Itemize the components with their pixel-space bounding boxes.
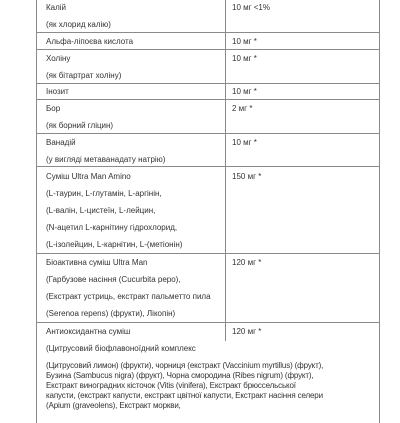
nutrient-name: Калій	[46, 3, 67, 12]
nutrient-note: (L-ізолейцин, L-карнітин, L-(метіонін)	[46, 240, 183, 249]
nutrient-name: Бор	[46, 104, 61, 113]
cell-divider	[225, 0, 226, 32]
nutrient-note: (L-таурин, L-глутамін, L-аргінін,	[46, 189, 162, 198]
cell-divider	[225, 254, 226, 322]
nutrient-note: Екстракт виноградних кісточок (Vitis (vinifera), Екстракт брюссельської	[46, 381, 296, 390]
nutrient-table	[36, 0, 380, 423]
nutrient-note: (як борний гліцин)	[46, 121, 114, 130]
cell-divider	[379, 100, 380, 133]
cell-divider	[379, 167, 380, 253]
nutrient-note: (Цитрусовий біофлавоноїдний комплекс	[46, 344, 196, 353]
nutrient-amount: 10 мг *	[232, 87, 257, 96]
cell-divider	[36, 323, 37, 423]
cell-divider	[379, 254, 380, 322]
nutrient-note: (як бітартрат холіну)	[46, 71, 122, 80]
nutrient-name: Біоактивна суміш Ultra Man	[46, 258, 148, 267]
table-row	[36, 322, 380, 423]
nutrient-name: Альфа-ліпоєва кислота	[46, 37, 134, 46]
table-row	[36, 253, 380, 322]
nutrient-note: (як хлорид калію)	[46, 20, 111, 29]
cell-divider	[36, 134, 37, 166]
table-row	[36, 83, 380, 99]
cell-divider	[225, 33, 226, 49]
nutrient-amount: 150 мг *	[232, 172, 262, 181]
nutrient-note: (Serenoa repens) (фрукти), Лікопін)	[46, 309, 176, 318]
cell-divider	[225, 100, 226, 133]
nutrient-note: капусти, (екстракт капусти, екстракт цвітної капусти, Екстракт насіння селери	[46, 391, 323, 400]
nutrient-name: Інозит	[46, 87, 69, 96]
cell-divider	[225, 167, 226, 253]
cell-divider	[225, 134, 226, 166]
table-row	[36, 49, 380, 83]
table-row	[36, 133, 380, 166]
nutrient-note: (N-ацетил L-карнітину гідрохлорид,	[46, 223, 178, 232]
nutrient-note: (Apium (graveolens), Екстракт моркви,	[46, 401, 181, 410]
nutrient-amount: 120 мг *	[232, 258, 262, 267]
nutrient-note: (Екстракт устриць, екстракт пальметто пила	[46, 292, 211, 301]
table-row	[36, 0, 380, 32]
cell-divider	[36, 33, 37, 49]
cell-divider	[225, 323, 226, 341]
nutrient-name: Антиоксидантна суміш	[46, 327, 131, 336]
table-row	[36, 99, 380, 133]
cell-divider	[36, 84, 37, 99]
cell-divider	[379, 134, 380, 166]
cell-divider	[36, 167, 37, 253]
nutrient-name: Ванадій	[46, 138, 76, 147]
cell-divider	[225, 84, 226, 99]
cell-divider	[379, 323, 380, 423]
cell-divider	[225, 50, 226, 83]
table-row	[36, 166, 380, 253]
cell-divider	[379, 50, 380, 83]
cell-divider	[379, 84, 380, 99]
nutrient-note: (Гарбузове насіння (Cucurbita pepo),	[46, 275, 181, 284]
nutrient-note: (у вигляді метаванадату натрію)	[46, 155, 166, 164]
nutrient-amount: 10 мг <1%	[232, 3, 270, 12]
cell-divider	[36, 0, 37, 32]
cell-divider	[36, 100, 37, 133]
nutrient-note: (Цитрусовий лимон) (фрукти), чорниця (екстракт (Vaccinium myrtillus) (фрукт),	[46, 361, 324, 370]
cell-divider	[379, 33, 380, 49]
nutrient-amount: 10 мг *	[232, 37, 257, 46]
nutrient-name: Холіну	[46, 54, 71, 63]
nutrient-amount: 10 мг *	[232, 54, 257, 63]
cell-divider	[36, 50, 37, 83]
nutrient-amount: 10 мг *	[232, 138, 257, 147]
table-row	[36, 32, 380, 49]
nutrient-amount: 2 мг *	[232, 104, 253, 113]
nutrient-name: Суміш Ultra Man Amino	[46, 172, 131, 181]
nutrient-note: (L-валін, L-цистеїн, L-лейцин,	[46, 206, 156, 215]
nutrient-amount: 120 мг *	[232, 327, 262, 336]
nutrient-note: Бузина (Sambucus nigra) (фрукт), Чорна смородина (Ribes nigrum) (фрукт),	[46, 371, 314, 380]
cell-divider	[379, 0, 380, 32]
cell-divider	[36, 254, 37, 322]
